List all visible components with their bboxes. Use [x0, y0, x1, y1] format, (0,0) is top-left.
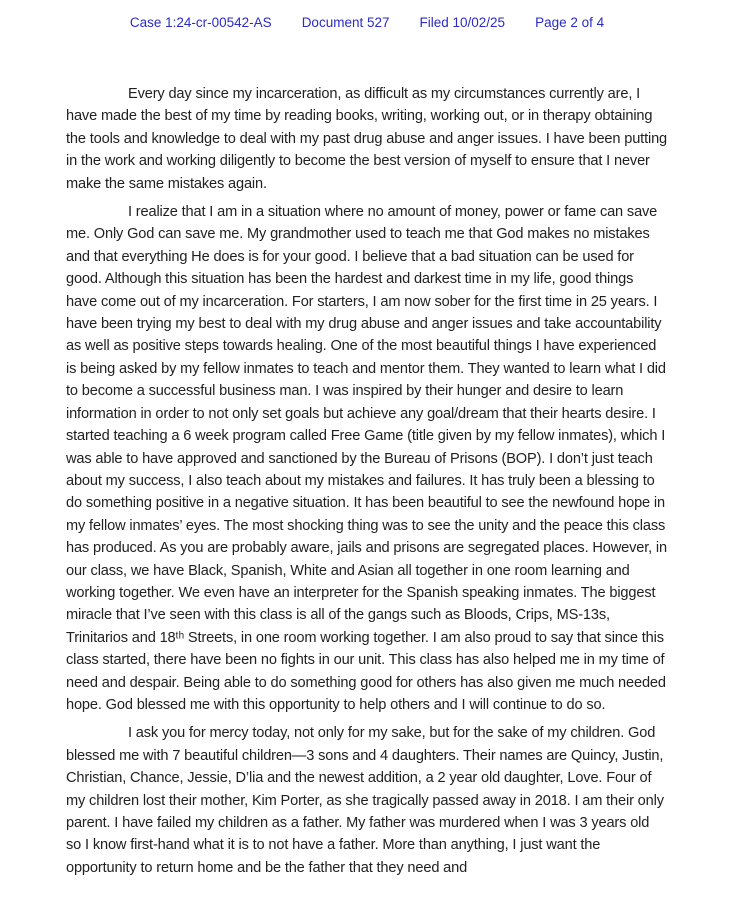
- letter-paragraph-1: Every day since my incarceration, as difficult as my circumstances currently are, I have made the best of my time by reading books, writing, working out, or in therapy obtaining the tools and knowledge to deal with my past drug abuse and anger issues. I have been putting in the work and working diligently to become the best version of myself to ensure that I never make the same mistakes again.: [66, 86, 668, 192]
- letter-body: [66, 83, 668, 879]
- court-stamp-header: [66, 14, 668, 31]
- case-number: Case 1:24-cr-00542-AS: [129, 15, 272, 30]
- page-indicator: Page 2 of 4: [535, 15, 605, 30]
- letter-paragraph-2: I realize that I am in a situation where no amount of money, power or fame can save me. Only God can save me. My grandmother used to teach me that God makes no mistakes and that everything He does is for your good. I believe that a bad situation can be used for good. Although this situation has been the hardest and darkest time in my life, good things have come out of my incarceration. For starters, I am now sober for the first time in 25 years. I have been trying my best to deal with my drug abuse and anger issues and take accountability as well as positive steps towards healing. One of the most beautiful things I have experienced is being asked by my fellow inmates to teach and mentor them. They wanted to learn what I did to become a successful business man. I was inspired by their hunger and desire to learn information in order to not only set goals but achieve any goal/dream that their hearts desire. I started teaching a 6 week program called Free Game (title given by my fellow inmates), which I was able to have approved and sanctioned by the Bureau of Prisons (BOP). I don’t just teach about my success, I also teach about my mistakes and failures. It has truly been a blessing to do something positive in a negative situation. It has been beautiful to see the newfound hope in my fellow inmates’ eyes. The most shocking thing was to see the unity and the peace this class has produced. As you are probably aware, jails and prisons are segregated places. However, in our class, we have Black, Spanish, White and Asian all together in one room learning and working together. We even have an interpreter for the Spanish speaking inmates. The biggest miracle that I’ve seen with this class is all of the gangs such as Bloods, Crips, MS-13s, Trinitarios and 18ᵗʰ Streets, in one room working together. I am also proud to say that since this class started, there have been no fights in our unit. This class has also helped me in my time of need and despair. Being able to do something good for others has also given me much needed hope. God blessed me with this opportunity to help others and I will continue to do so.: [66, 204, 667, 713]
- document-number: Document 527: [301, 15, 390, 30]
- filed-date: Filed 10/02/25: [419, 15, 506, 30]
- letter-paragraph-3: I ask you for mercy today, not only for my sake, but for the sake of my children. God blessed me with 7 beautiful children—3 sons and 4 daughters. Their names are Quincy, Justin, Christian, Chance, Jessie, D’lia and the newest addition, a 2 year old daughter, Love. Four of my children lost their mother, Kim Porter, as she tragically passed away in 2018. I am their only parent. I have failed my children as a father. My father was murdered when I was 3 years old so I know first-hand what it is to not have a father. More than anything, I just want the opportunity to return home and be the father that they need and: [66, 725, 664, 876]
